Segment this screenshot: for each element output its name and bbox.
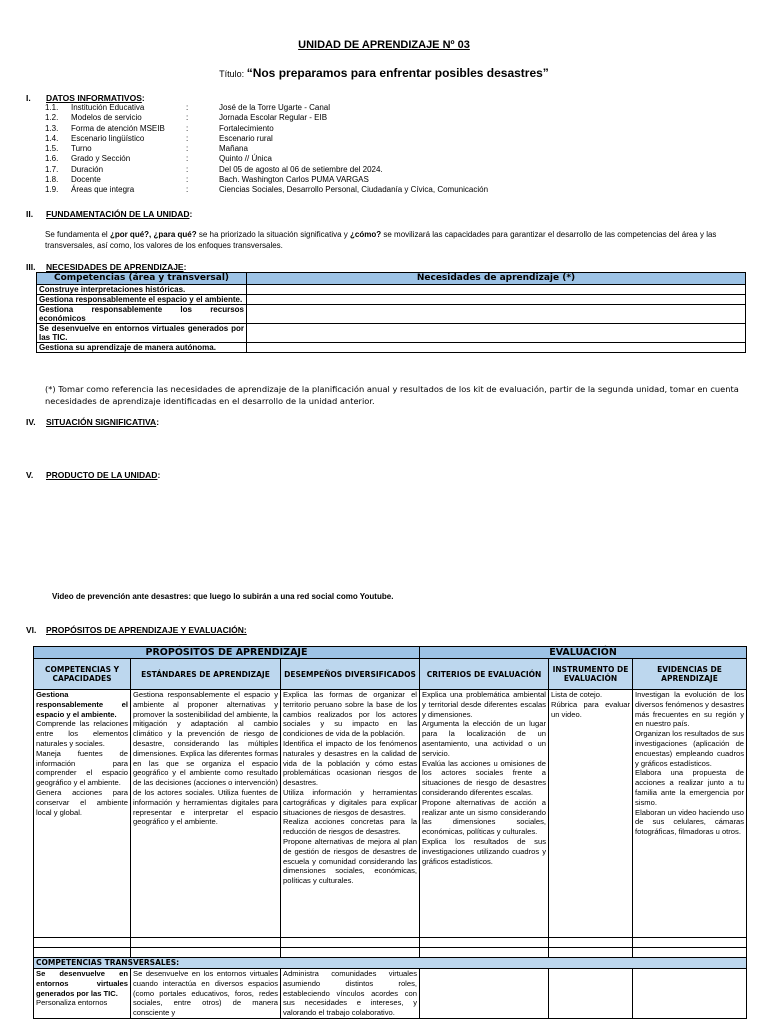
necesidad-cell	[247, 305, 746, 324]
info-row	[45, 144, 739, 154]
info-value: Quinto // Única	[219, 154, 272, 164]
cell-estandar: Gestiona responsablemente el espacio y ambiente al proponer alternativas y promover la sostenibilidad del ambiente, la mitigación y adaptación al cambio climático y la prevención de riesgo de desastre, considerando las múltiples dimensiones. Explica las diferentes formas en las que se organiza el espacio geográfico y el ambiente como resultado de las decisiones (acciones o intervención) de los actores sociales. Utiliza fuentes de información y herramientas digitales para representar e interpretar el espacio geográfico y el ambiente.	[131, 690, 281, 938]
header-evaluacion: EVALUACIÓN	[420, 647, 747, 659]
info-number: 1.5.	[45, 144, 59, 154]
document-title: UNIDAD DE APRENDIZAJE Nº 03	[298, 39, 470, 51]
info-value: Bach. Washington Carlos PUMA VARGAS	[219, 175, 369, 185]
section-propositos	[26, 625, 247, 635]
info-table	[45, 103, 739, 196]
info-number: 1.2.	[45, 113, 59, 123]
info-value: Escenario rural	[219, 133, 273, 143]
info-number: 1.3.	[45, 123, 59, 133]
table-row	[37, 295, 746, 305]
cell-desempenos: Administra comunidades virtuales asumiendo distintos roles, estableciendo vínculos acordes con sus necesidades e intereses, y valorando el trabajo colaborativo.	[281, 969, 420, 1019]
competencia-title: Gestiona responsablemente el espacio y el ambiente.	[36, 690, 128, 719]
info-value: Ciencias Sociales, Desarrollo Personal, Ciudadanía y Cívica, Comunicación	[219, 185, 489, 195]
propositos-table	[33, 646, 747, 1019]
transversal-label: COMPETENCIAS TRANSVERSALES:	[34, 958, 747, 969]
table-row	[37, 324, 746, 343]
empty-cell	[281, 948, 420, 958]
necesidad-cell	[247, 343, 746, 353]
empty-cell	[420, 948, 549, 958]
section-number: II.	[26, 209, 34, 219]
info-key: Turno	[71, 144, 92, 154]
info-row	[45, 113, 739, 123]
cell-competencia	[34, 690, 131, 938]
table-row	[34, 690, 747, 938]
table-row	[37, 285, 746, 295]
competencia-cell: Gestiona responsablemente los recursos económicos	[37, 305, 247, 324]
section-number: IV.	[26, 417, 36, 427]
subtitle-label: Título:	[219, 69, 247, 79]
info-colon: :	[186, 133, 189, 143]
info-row	[45, 185, 739, 195]
producto-text: Video de prevención ante desastres: que luego lo subirán a una red social como Youtube.	[52, 592, 394, 601]
info-colon: :	[186, 144, 189, 154]
col-header-instrumento: INSTRUMENTO DE EVALUACIÓN	[549, 659, 633, 690]
empty-cell	[281, 938, 420, 948]
info-number: 1.6.	[45, 154, 59, 164]
table-row-empty	[34, 938, 747, 948]
empty-cell	[420, 938, 549, 948]
info-colon: :	[186, 164, 189, 174]
section-number: I.	[26, 93, 31, 103]
section-label: SITUACIÓN SIGNIFICATIVA	[46, 417, 157, 427]
necesidades-table	[36, 272, 746, 353]
empty-cell	[34, 938, 131, 948]
empty-cell	[633, 938, 747, 948]
section-suffix: :	[183, 262, 187, 272]
info-row	[45, 154, 739, 164]
text-run-bold: ¿por qué?, ¿para qué?	[109, 230, 197, 239]
empty-cell	[549, 938, 633, 948]
col-header-competencias: COMPETENCIAS Y CAPACIDADES	[34, 659, 131, 690]
necesidad-cell	[247, 295, 746, 305]
header-propositos: PROPÓSITOS DE APRENDIZAJE	[34, 647, 420, 659]
info-key: Áreas que integra	[71, 185, 135, 195]
col-header-criterios: CRITERIOS DE EVALUACIÓN	[420, 659, 549, 690]
info-colon: :	[186, 113, 189, 123]
col-header-necesidades: Necesidades de aprendizaje (*)	[247, 273, 746, 285]
info-key: Forma de atención MSEIB	[71, 123, 165, 133]
empty-cell	[549, 969, 633, 1019]
info-key: Grado y Sección	[71, 154, 131, 164]
table-row-empty	[34, 948, 747, 958]
info-row	[45, 134, 739, 144]
empty-cell	[131, 938, 281, 948]
empty-cell	[420, 969, 549, 1019]
section-fundamentacion	[26, 209, 192, 219]
section-necesidades	[26, 262, 186, 272]
col-header-desempenos: DESEMPEÑOS DIVERSIFICADOS	[281, 659, 420, 690]
info-value: Del 05 de agosto al 06 de setiembre del 2024.	[219, 164, 383, 174]
cell-criterios: Explica una problemática ambiental y territorial desde diferentes escalas y dimensiones. Argumenta la elección de un lugar para la localización de un asentamiento, una actividad o un servicio. Evalúa las acciones u omisiones de los actores sociales frente a situaciones de riesgo de desastres considerando diferentes escalas. Propone alternativas de acción a realizar ante un sismo considerando las dimensiones sociales, económicas, políticas y culturales. Explica los resultados de sus investigaciones utilizando cuadros y gráficos estadísticos.	[420, 690, 549, 938]
info-number: 1.4.	[45, 133, 59, 143]
section-suffix: :	[141, 93, 145, 103]
info-number: 1.7.	[45, 164, 59, 174]
info-row	[45, 165, 739, 175]
section-number: VI.	[26, 625, 37, 635]
section-label: NECESIDADES DE APRENDIZAJE	[46, 262, 184, 272]
empty-cell	[633, 969, 747, 1019]
competencia-cell: Gestiona responsablemente el espacio y el ambiente.	[37, 295, 247, 305]
competencia-cell: Se desenvuelve en entornos virtuales generados por las TIC.	[37, 324, 247, 343]
section-label: DATOS INFORMATIVOS	[46, 93, 142, 103]
table-row	[37, 305, 746, 324]
section-suffix: :	[189, 209, 193, 219]
text-run: se ha priorizado la situación significativa y	[196, 230, 351, 239]
info-key: Duración	[71, 164, 104, 174]
table-row	[34, 969, 747, 1019]
empty-cell	[34, 948, 131, 958]
col-header-estandares: ESTÁNDARES DE APRENDIZAJE	[131, 659, 281, 690]
info-colon: :	[186, 154, 189, 164]
section-suffix: :	[156, 417, 160, 427]
info-row	[45, 124, 739, 134]
section-label: FUNDAMENTACIÓN DE LA UNIDAD	[46, 209, 190, 219]
necesidad-cell	[247, 324, 746, 343]
section-suffix: :	[157, 470, 161, 480]
empty-cell	[549, 948, 633, 958]
info-value: Mañana	[219, 144, 248, 154]
col-header-evidencias: EVIDENCIAS DE APRENDIZAJE	[633, 659, 747, 690]
col-header-competencias: Competencias (área y transversal)	[37, 273, 247, 285]
section-situacion	[26, 417, 159, 427]
info-row	[45, 103, 739, 113]
necesidades-note: (*) Tomar como referencia las necesidades de aprendizaje de la planificación anual y resultados de los kit de evaluación, partir de la segunda unidad, tomar en cuenta necesidades de aprendizaje identificadas en el desarrollo de la unidad anterior.	[45, 384, 739, 406]
capacidades-text: Personaliza entornos	[36, 998, 108, 1008]
text-run: se movilizará las capacidades para garantizar el desarrollo de las competencias del área y las transversales, así como, los valores de los enfoques transversales.	[45, 230, 717, 250]
empty-cell	[131, 948, 281, 958]
section-number: III.	[26, 262, 36, 272]
info-number: 1.1.	[45, 103, 59, 112]
section-number: V.	[26, 470, 34, 480]
info-number: 1.9.	[45, 185, 59, 195]
info-value: José de la Torre Ugarte - Canal	[219, 103, 331, 112]
info-number: 1.8.	[45, 175, 59, 185]
capacidades-text: Comprende las relaciones entre los elementos naturales y sociales. Maneja fuentes de información para comprender el espacio geográfico y el ambiente. Genera acciones para conservar el ambiente local y global.	[36, 719, 128, 817]
info-row	[45, 175, 739, 185]
section-label: PROPÓSITOS DE APRENDIZAJE Y EVALUACIÓN:	[46, 625, 247, 635]
cell-instrumento: Lista de cotejo. Rúbrica para evaluar un video.	[549, 690, 633, 938]
info-colon: :	[186, 175, 189, 185]
fundamentacion-text	[45, 229, 745, 251]
info-value: Fortalecimiento	[219, 123, 274, 133]
info-colon: :	[186, 185, 189, 195]
text-run-bold: ¿cómo?	[350, 230, 382, 239]
competencia-cell: Construye interpretaciones históricas.	[37, 285, 247, 295]
cell-desempenos: Explica las formas de organizar el territorio peruano sobre la base de los cambios realizados por los actores sociales y su impacto en las condiciones de vida de la población. Identifica el impacto de los fenómenos naturales y desastres en la calidad de vida de la población y cómo estas problemáticas ocasionan riesgos de desastres. Utiliza información y herramientas cartográficas y digitales para explicar situaciones de riesgos de desastres. Realiza acciones concretas para la reducción de riesgos de desastres. Propone alternativas de mejora al plan de gestión de riesgos de desastres de escuela y comunidad considerando las dimensiones sociales, económicas, políticas y culturales.	[281, 690, 420, 938]
cell-evidencias: Investigan la evolución de los diversos fenómenos y desastres más frecuentes en su región y en nuestro país. Organizan los resultados de sus investigaciones (aplicación de encuestas) empleando cuadros y gráficos estadísticos. Elabora una propuesta de acciones a realizar junto a tu familia ante la emergencia por sismo. Elaboran un video haciendo uso de sus celulares, cámaras fotográficas, filmadoras u otros.	[633, 690, 747, 938]
necesidad-cell	[247, 285, 746, 295]
info-key: Institución Educativa	[71, 103, 145, 112]
section-label: PRODUCTO DE LA UNIDAD	[46, 470, 158, 480]
info-colon: :	[186, 103, 189, 112]
info-key: Docente	[71, 175, 101, 185]
cell-competencia	[34, 969, 131, 1019]
section-producto	[26, 470, 160, 480]
table-row	[37, 343, 746, 353]
competencia-cell: Gestiona su aprendizaje de manera autónoma.	[37, 343, 247, 353]
info-key: Escenario lingüístico	[71, 133, 145, 143]
empty-cell	[633, 948, 747, 958]
info-colon: :	[186, 123, 189, 133]
section-datos-informativos	[26, 93, 145, 103]
info-key: Modelos de servicio	[71, 113, 142, 123]
unit-subtitle	[0, 66, 768, 80]
info-value: Jornada Escolar Regular - EIB	[219, 113, 328, 123]
subtitle-text: “Nos preparamos para enfrentar posibles desastres”	[246, 66, 549, 80]
cell-estandar: Se desenvuelve en los entornos virtuales cuando interactúa en diversos espacios (como portales educativos, foros, redes sociales, entre otros) de manera consciente y	[131, 969, 281, 1019]
transversal-header-row	[34, 958, 747, 969]
text-run: Se fundamenta el	[45, 230, 110, 239]
competencia-title: Se desenvuelve en entornos virtuales generados por las TIC.	[36, 969, 128, 998]
